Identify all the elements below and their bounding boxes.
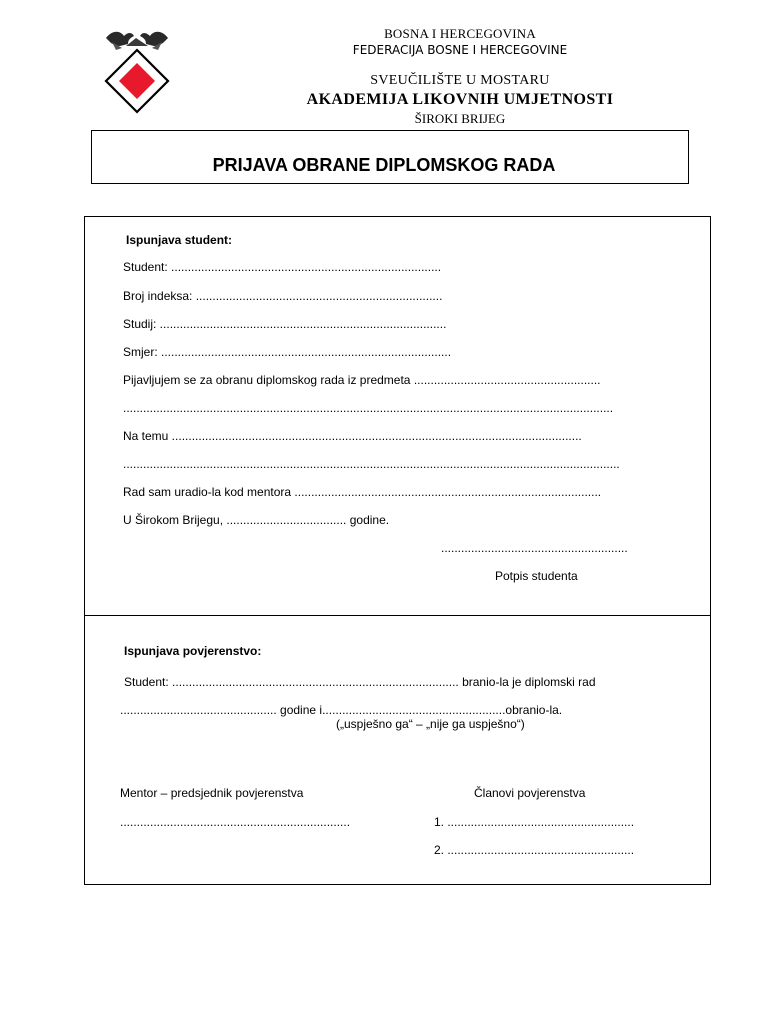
student-name-field[interactable]: Student: .................................................................................	[123, 260, 442, 274]
student-signature-label: Potpis studenta	[495, 569, 578, 583]
bird-left-icon	[106, 32, 134, 50]
grade-note: („uspješno ga“ – „nije ga uspješno“)	[336, 717, 525, 731]
committee-section-heading: Ispunjava povjerenstvo:	[124, 644, 262, 658]
index-number-field[interactable]: Broj indeksa: ..........................................................................	[123, 289, 443, 303]
member-2-signature-line[interactable]: 2. ........................................................	[434, 843, 635, 857]
members-label: Članovi povjerenstva	[474, 786, 586, 800]
committee-student-field[interactable]: Student: ...................................................................................... branio-la je diplomski rad	[124, 675, 596, 689]
header-city: ŠIROKI BRIJEG	[414, 111, 506, 126]
topic-field[interactable]: Na temu ...........................................................................................................................	[123, 429, 582, 443]
major-field[interactable]: Smjer: .......................................................................................	[123, 345, 452, 359]
place-date-field[interactable]: U Širokom Brijegu, .................................... godine.	[123, 513, 390, 527]
mentor-label: Mentor – predsjednik povjerenstva	[120, 786, 304, 800]
study-field[interactable]: Studij: ......................................................................................	[123, 317, 447, 331]
mentor-signature-line[interactable]: .....................................................................	[120, 815, 351, 829]
form-title: PRIJAVA OBRANE DIPLOMSKOG RADA	[212, 155, 556, 175]
subject-continuation-field[interactable]: ...................................................................................................................................................	[123, 401, 614, 415]
header-country: BOSNA I HERCEGOVINA	[384, 26, 536, 41]
subject-field[interactable]: Pijavljujem se za obranu diplomskog rada iz predmeta ........................................................	[123, 373, 601, 387]
defense-date-field[interactable]: ............................................... godine i.......................................................obranio-la.	[120, 703, 563, 717]
student-section-heading: Ispunjava student:	[126, 233, 233, 247]
header-academy: AKADEMIJA LIKOVNIH UMJETNOSTI	[306, 91, 614, 108]
student-section-box	[84, 216, 711, 616]
mentor-field[interactable]: Rad sam uradio-la kod mentora ............................................................................................	[123, 485, 602, 499]
member-1-signature-line[interactable]: 1. ........................................................	[434, 815, 635, 829]
header-university: SVEUČILIŠTE U MOSTARU	[370, 73, 550, 88]
header-federation: FEDERACIJA BOSNE I HERCEGOVINE	[352, 43, 568, 57]
student-signature-line[interactable]: ........................................................	[441, 541, 628, 555]
topic-continuation-field[interactable]: .....................................................................................................................................................	[123, 457, 620, 471]
